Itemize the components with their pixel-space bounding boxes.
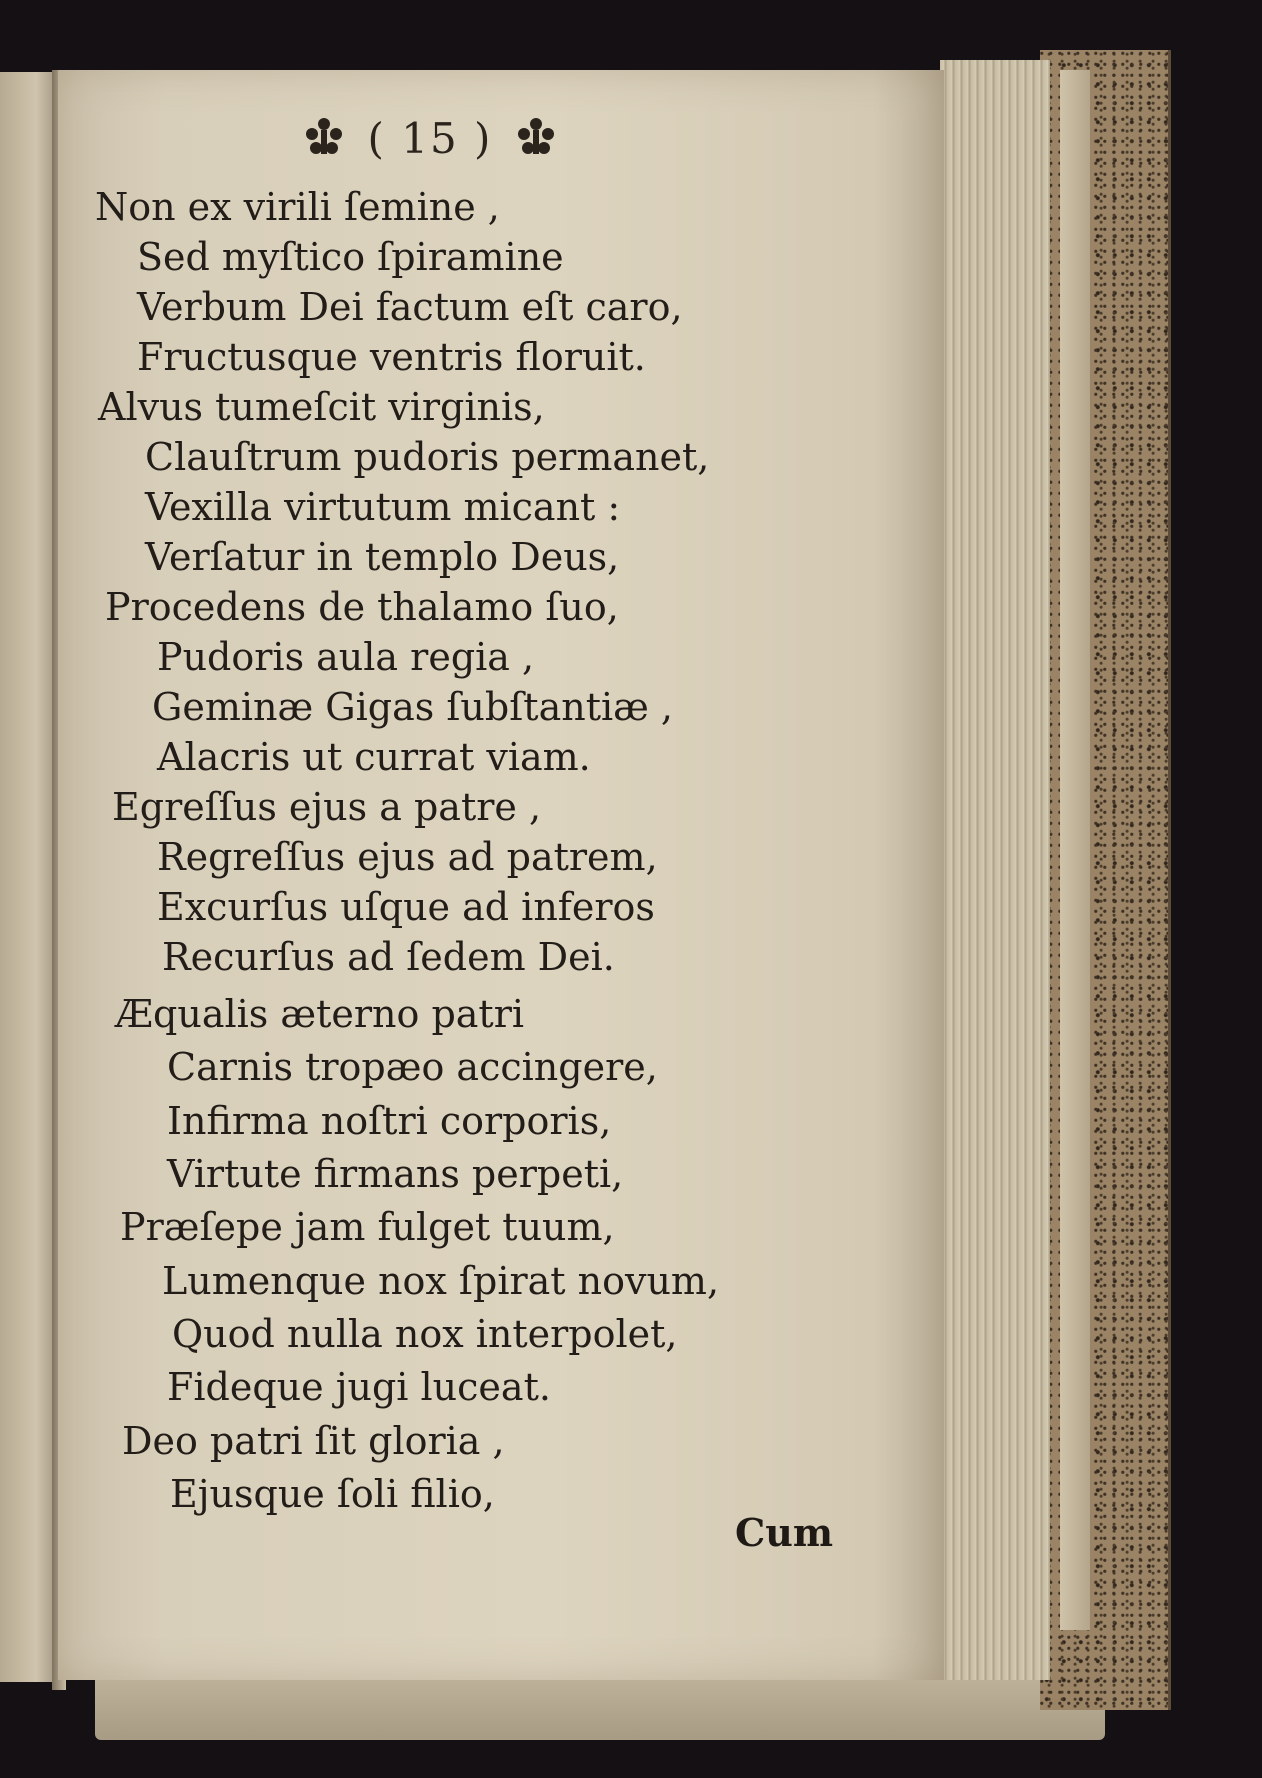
verse-line: Verbum Dei factum eſt caro, — [137, 285, 683, 329]
verse-line: Fructusque ventris floruit. — [137, 335, 646, 379]
verse-line: Infirma noſtri corporis, — [167, 1099, 612, 1143]
verse-line: Fideque jugi luceat. — [167, 1365, 551, 1409]
verse-line: Pudoris aula regia , — [157, 635, 535, 679]
verse-line: Deo patri ſit gloria , — [122, 1419, 505, 1463]
verse-line: Geminæ Gigas ſubſtantiæ , — [152, 685, 673, 729]
verse-line: Recurſus ad ſedem Dei. — [162, 935, 615, 979]
verse-line: Carnis tropæo accingere, — [167, 1045, 658, 1089]
verse-line: Æqualis æterno patri — [115, 992, 525, 1036]
verse-line: Præſepe jam fulget tuum, — [120, 1205, 615, 1249]
verse-line: Excurſus uſque ad inferos — [157, 885, 655, 929]
verse-line: Sed myſtico ſpiramine — [137, 235, 564, 279]
verse-line: Quod nulla nox interpolet, — [172, 1312, 678, 1356]
verse-line: Ejusque ſoli filio, — [170, 1472, 495, 1516]
verse-line: Clauſtrum pudoris permanet, — [145, 435, 710, 479]
verse-line: Egreſſus ejus a patre , — [112, 785, 542, 829]
catchword: Cum — [735, 1510, 834, 1555]
verse-line: Vexilla virtutum micant : — [145, 485, 621, 529]
verse-line: Alacris ut currat viam. — [157, 735, 591, 779]
verse-line: Regreſſus ejus ad patrem, — [157, 835, 658, 879]
verse-line: Non ex virili ſemine , — [95, 185, 500, 229]
verse-line: Lumenque nox ſpirat novum, — [162, 1259, 720, 1303]
page-number: ( 15 ) — [367, 113, 493, 163]
verse-line: Alvus tumeſcit virginis, — [98, 385, 545, 429]
verse-line: Procedens de thalamo ſuo, — [105, 585, 619, 629]
verse-line: Virtute firmans perpeti, — [167, 1152, 624, 1196]
verse-line: Verſatur in templo Deus, — [145, 535, 620, 579]
